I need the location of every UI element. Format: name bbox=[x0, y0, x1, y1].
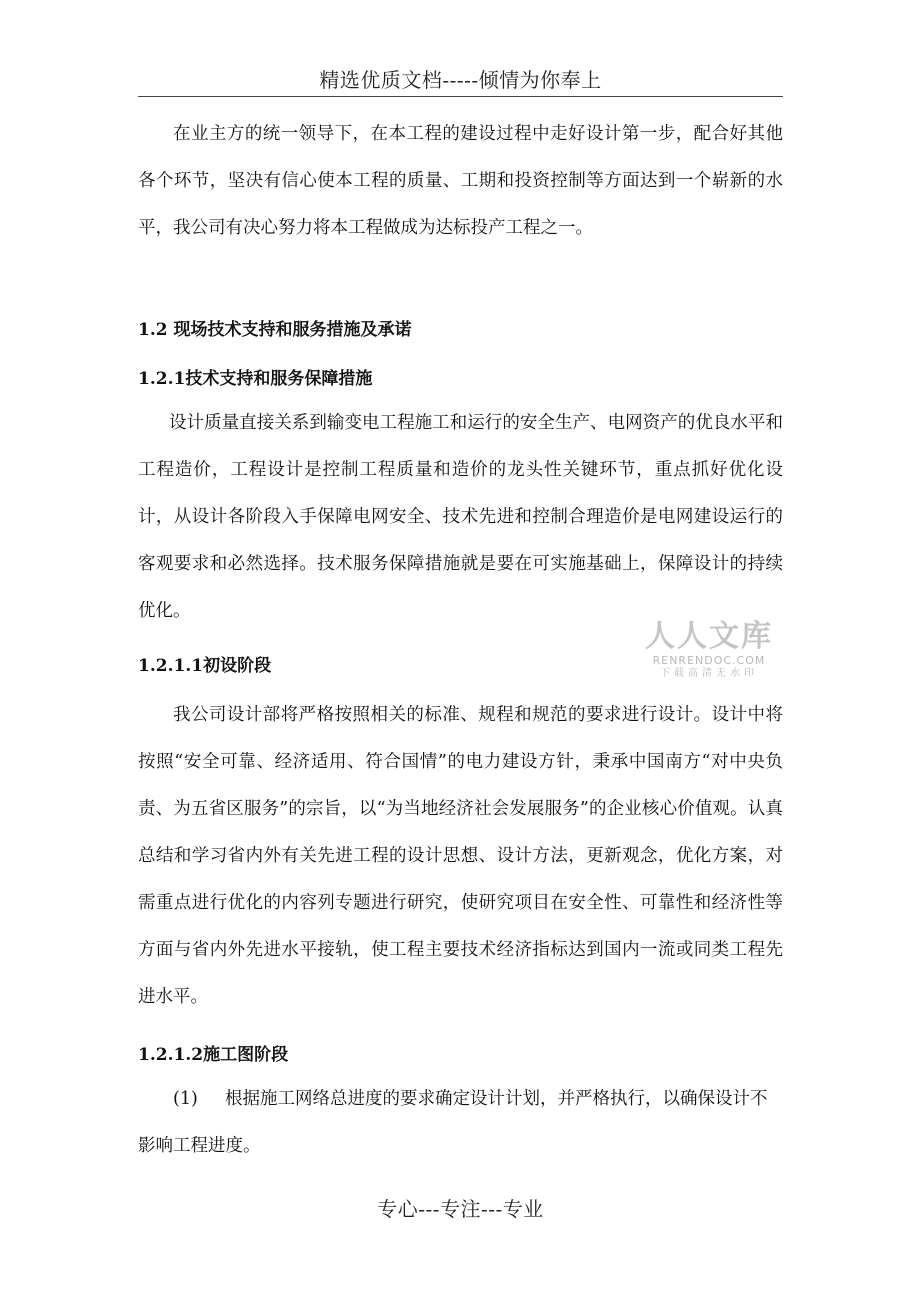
section-1-2-1-paragraph: 设计质量直接关系到输变电工程施工和运行的安全生产、电网资产的优良水平和工程造价，工程设计是控制工程质量和造价的龙头性关键环节，重点抓好优化设计，从设计各阶段入手保障电网安全、技术先进和控制合理造价是电网建设运行的客观要求和必然选择。技术服务保障措施就是要在可实施基础上，保障设计的持续优化。 bbox=[138, 413, 783, 621]
list-item-marker: (1) bbox=[173, 1089, 198, 1109]
watermark-url: RENRENDOC.COM bbox=[652, 654, 766, 667]
list-item bbox=[138, 1076, 783, 1170]
watermark-title: 人人文库 bbox=[645, 619, 773, 654]
section-heading-1-2: 1.2 现场技术支持和服务措施及承诺 bbox=[138, 320, 412, 340]
header-divider bbox=[138, 96, 783, 97]
page-header-title: 精选优质文档-----倾情为你奉上 bbox=[319, 68, 602, 92]
section-heading-1-2-1-1: 1.2.1.1初设阶段 bbox=[138, 656, 272, 676]
page-footer-text: 专心---专注---专业 bbox=[377, 1197, 544, 1221]
watermark-subtitle: 下载高清无水印 bbox=[660, 668, 758, 679]
watermark-logo bbox=[644, 620, 774, 680]
section-heading-1-2-1: 1.2.1技术支持和服务保障措施 bbox=[138, 369, 373, 389]
section-heading-1-2-1-2: 1.2.1.2施工图阶段 bbox=[138, 1045, 289, 1065]
intro-paragraph: 在业主方的统一领导下，在本工程的建设过程中走好设计第一步，配合好其他各个环节，坚决有信心使本工程的质量、工期和投资控制等方面达到一个崭新的水平，我公司有决心努力将本工程做成为达标投产工程之一。 bbox=[138, 124, 783, 238]
list-item-text: 根据施工网络总进度的要求确定设计计划，并严格执行，以确保设计不影响工程进度。 bbox=[138, 1089, 768, 1156]
section-1-2-1-1-paragraph: 我公司设计部将严格按照相关的标准、规程和规范的要求进行设计。设计中将按照“安全可靠、经济适用、符合国情”的电力建设方针，秉承中国南方“对中央负责、为五省区服务”的宗旨，以“为当地经济社会发展服务”的企业核心价值观。认真总结和学习省内外有关先进工程的设计思想、设计方法，更新观念，优化方案，对需重点进行优化的内容列专题进行研究，使研究项目在安全性、可靠性和经济性等方面与省内外先进水平接轨，使工程主要技术经济指标达到国内一流或同类工程先进水平。 bbox=[138, 705, 783, 1007]
